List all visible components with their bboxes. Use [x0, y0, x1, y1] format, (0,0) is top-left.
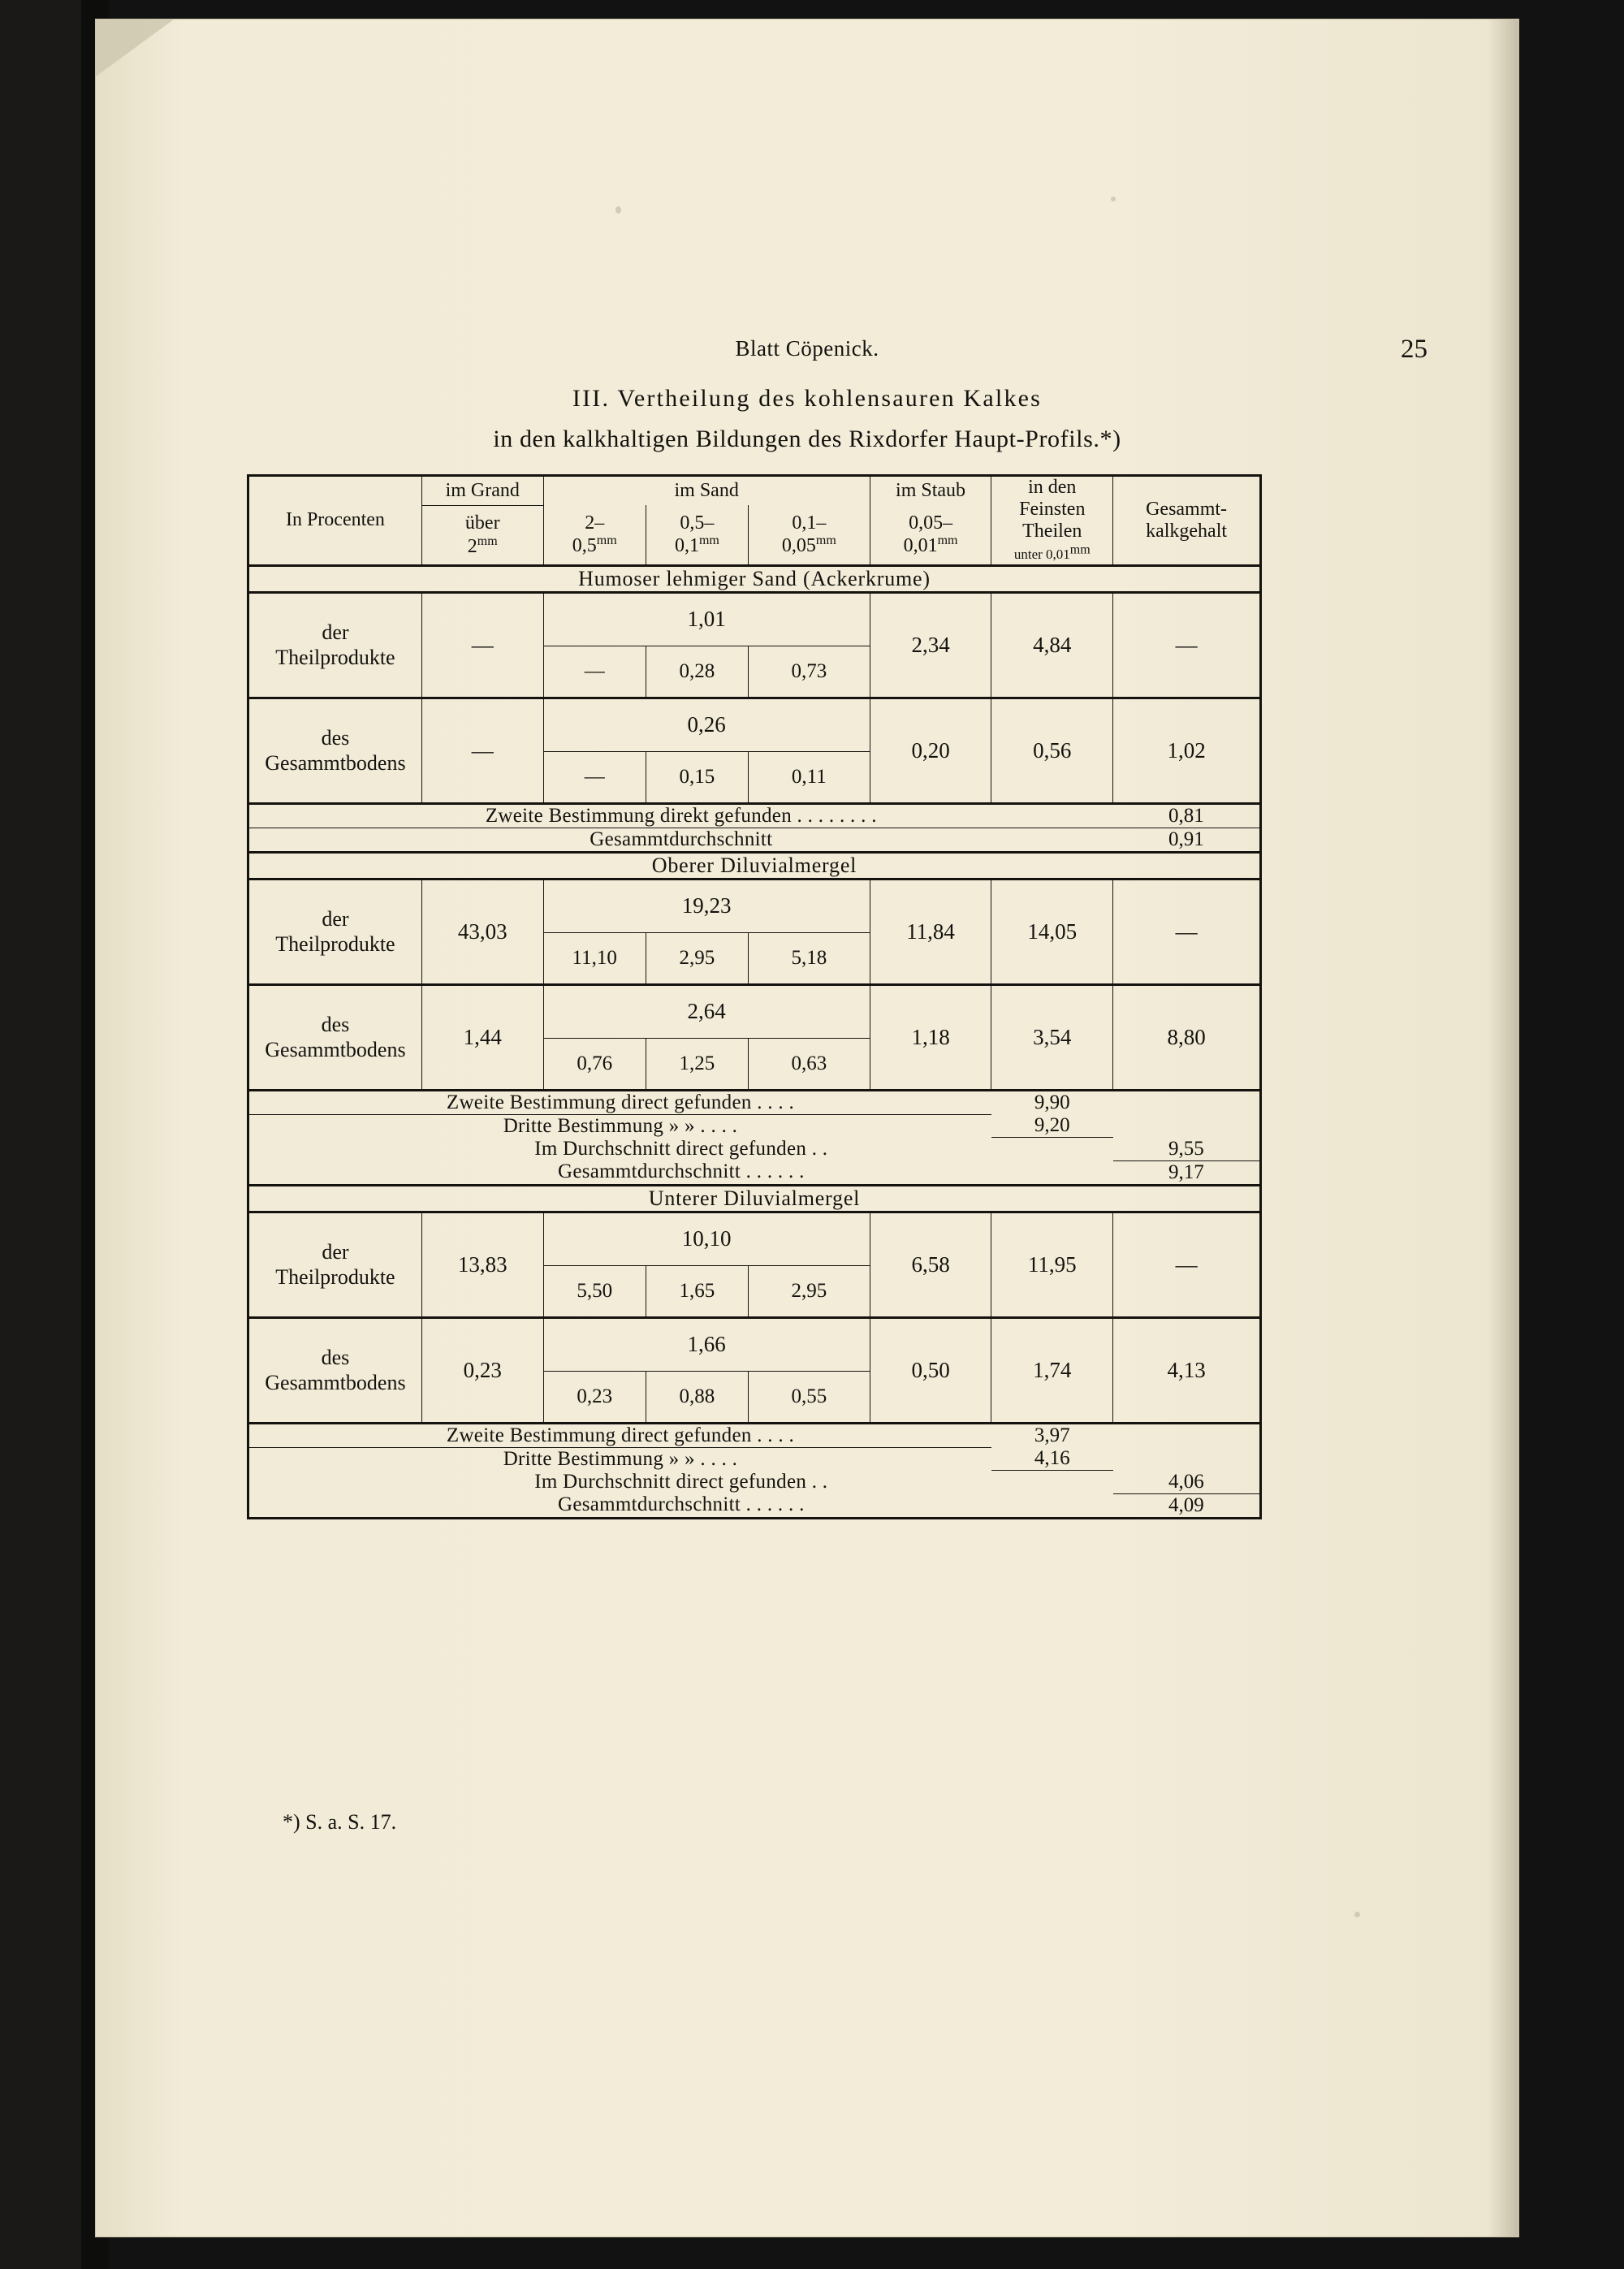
note-label: Zweite Bestimmung direkt gefunden . . . . . . . .	[248, 803, 1113, 828]
document-page	[96, 19, 1518, 2237]
cell-sand-total: 2,64	[543, 984, 870, 1038]
table-row	[248, 1317, 1261, 1371]
cell-sand-part-2: 0,28	[646, 646, 748, 698]
cell-sand-total: 0,26	[543, 698, 870, 751]
cell-sand-part-2: 2,95	[646, 932, 748, 984]
cell-sand-part-1: —	[543, 646, 646, 698]
page-content	[96, 19, 1518, 2237]
cell-gesammt: 8,80	[1113, 984, 1261, 1090]
cell-grand: —	[421, 698, 543, 803]
cell-grand: 13,83	[421, 1212, 543, 1317]
header-stub: In Procenten	[248, 476, 422, 566]
header-sand: im Sand	[543, 476, 870, 506]
cell-sand-part-3: 0,63	[748, 1038, 870, 1090]
cell-sand-part-2: 1,25	[646, 1038, 748, 1090]
cell-sand-part-1: 0,23	[543, 1371, 646, 1423]
cell-staub: 0,20	[870, 698, 991, 803]
page-title-line2: in den kalkhaltigen Bildungen des Rixdorfer Haupt-Profils.*)	[493, 426, 1121, 452]
cell-grand: 1,44	[421, 984, 543, 1090]
cell-gesammt: —	[1113, 592, 1261, 698]
table-row	[248, 698, 1261, 751]
cell-sand-part-2: 0,15	[646, 751, 748, 803]
cell-sand-total: 1,66	[543, 1317, 870, 1371]
cell-feinste: 0,56	[991, 698, 1113, 803]
note-value: 0,91	[1113, 828, 1261, 852]
note-label: Dritte Bestimmung » » . . . .	[248, 1114, 991, 1138]
cell-feinste: 1,74	[991, 1317, 1113, 1423]
cell-sand-part-3: 5,18	[748, 932, 870, 984]
note-row	[248, 803, 1261, 828]
cell-staub: 0,50	[870, 1317, 991, 1423]
cell-sand-part-3: 2,95	[748, 1265, 870, 1317]
page-title-line1: III. Vertheilung des kohlensauren Kalkes	[572, 385, 1043, 412]
cell-grand: 43,03	[421, 879, 543, 984]
cell-gesammt: 1,02	[1113, 698, 1261, 803]
header-gesammtkalkgehalt: Gesammt- kalkgehalt	[1113, 476, 1261, 566]
note-value: 0,81	[1113, 803, 1261, 828]
note-value: 4,06	[1113, 1471, 1261, 1494]
cell-sand-part-1: 11,10	[543, 932, 646, 984]
note-label: Dritte Bestimmung » » . . . .	[248, 1447, 991, 1471]
note-row	[248, 1447, 1261, 1471]
table-row	[248, 984, 1261, 1038]
note-value: 4,09	[1113, 1493, 1261, 1518]
note-spacer	[1113, 1090, 1261, 1114]
cell-sand-total: 19,23	[543, 879, 870, 932]
header-staub-range: 0,05– $0,01^{mm}$	[870, 505, 991, 565]
cell-sand-part-1: 5,50	[543, 1265, 646, 1317]
table-row	[248, 1212, 1261, 1265]
section-title-row	[248, 1185, 1261, 1212]
note-label: Gesammtdurchschnitt	[248, 828, 1113, 852]
running-head: Blatt Cöpenick.	[735, 336, 879, 361]
cell-sand-part-3: 0,11	[748, 751, 870, 803]
header-sand-range-2: 0,5– $0,1^{mm}$	[646, 505, 748, 565]
cell-sand-part-3: 0,55	[748, 1371, 870, 1423]
note-spacer	[1113, 1447, 1261, 1471]
header-staub: im Staub	[870, 476, 991, 506]
table-row	[248, 592, 1261, 646]
page-number: 25	[1401, 335, 1427, 364]
note-row	[248, 1160, 1261, 1185]
note-label: Im Durchschnitt direct gefunden . .	[248, 1138, 1113, 1161]
note-value: 3,97	[991, 1423, 1113, 1447]
note-value: 9,90	[991, 1090, 1113, 1114]
header-sand-range-3: 0,1– $0,05^{mm}$	[748, 505, 870, 565]
note-row	[248, 1423, 1261, 1447]
cell-sand-total: 10,10	[543, 1212, 870, 1265]
section-title-1: Humoser lehmiger Sand (Ackerkrume)	[248, 565, 1261, 592]
row-label-gesammtboden-1: des Gesammtbodens	[248, 698, 422, 803]
table-row	[248, 879, 1261, 932]
row-label-teilprodukte-1: der Theilprodukte	[248, 592, 422, 698]
cell-grand: 0,23	[421, 1317, 543, 1423]
note-label: Zweite Bestimmung direct gefunden . . . .	[248, 1423, 991, 1447]
footnote: *) S. a. S. 17.	[283, 1810, 397, 1834]
cell-staub: 1,18	[870, 984, 991, 1090]
note-spacer	[1113, 1423, 1261, 1447]
section-title-2: Oberer Diluvialmergel	[248, 852, 1261, 879]
cell-sand-part-1: 0,76	[543, 1038, 646, 1090]
section-title-3: Unterer Diluvialmergel	[248, 1185, 1261, 1212]
cell-gesammt: —	[1113, 879, 1261, 984]
row-label-teilprodukte-3: der Theilprodukte	[248, 1212, 422, 1317]
section-title-row	[248, 852, 1261, 879]
header-grand-range: über $2^{mm}$	[421, 505, 543, 565]
note-row	[248, 1090, 1261, 1114]
note-row	[248, 1493, 1261, 1518]
cell-grand: —	[421, 592, 543, 698]
cell-feinste: 3,54	[991, 984, 1113, 1090]
note-label: Gesammtdurchschnitt . . . . . .	[248, 1160, 1113, 1185]
note-row	[248, 1471, 1261, 1494]
note-label: Im Durchschnitt direct gefunden . .	[248, 1471, 1113, 1494]
cell-sand-part-1: —	[543, 751, 646, 803]
cell-sand-part-2: 0,88	[646, 1371, 748, 1423]
note-value: 9,17	[1113, 1160, 1261, 1185]
section-title-row	[248, 565, 1261, 592]
header-grand: im Grand	[421, 476, 543, 506]
note-value: 9,20	[991, 1114, 1113, 1138]
note-row	[248, 1114, 1261, 1138]
cell-staub: 11,84	[870, 879, 991, 984]
cell-staub: 2,34	[870, 592, 991, 698]
note-value: 9,55	[1113, 1138, 1261, 1161]
cell-feinste: 14,05	[991, 879, 1113, 984]
note-label: Gesammtdurchschnitt . . . . . .	[248, 1493, 1113, 1518]
cell-gesammt: 4,13	[1113, 1317, 1261, 1423]
cell-sand-part-2: 1,65	[646, 1265, 748, 1317]
note-value: 4,16	[991, 1447, 1113, 1471]
note-row	[248, 828, 1261, 852]
cell-feinste: 11,95	[991, 1212, 1113, 1317]
cell-sand-part-3: 0,73	[748, 646, 870, 698]
row-label-teilprodukte-2: der Theilprodukte	[248, 879, 422, 984]
calcium-carbonate-distribution-table	[247, 474, 1262, 1519]
note-spacer	[1113, 1114, 1261, 1138]
header-sand-range-1: 2– $0,5^{mm}$	[543, 505, 646, 565]
cell-gesammt: —	[1113, 1212, 1261, 1317]
row-label-gesammtboden-2: des Gesammtbodens	[248, 984, 422, 1090]
cell-sand-total: 1,01	[543, 592, 870, 646]
cell-staub: 6,58	[870, 1212, 991, 1317]
row-label-gesammtboden-3: des Gesammtbodens	[248, 1317, 422, 1423]
header-feinste-theile: in den Feinsten Theilen unter 0,01mm	[991, 476, 1113, 566]
note-row	[248, 1138, 1261, 1161]
cell-feinste: 4,84	[991, 592, 1113, 698]
table-header-row-1	[248, 476, 1261, 506]
note-label: Zweite Bestimmung direct gefunden . . . .	[248, 1090, 991, 1114]
